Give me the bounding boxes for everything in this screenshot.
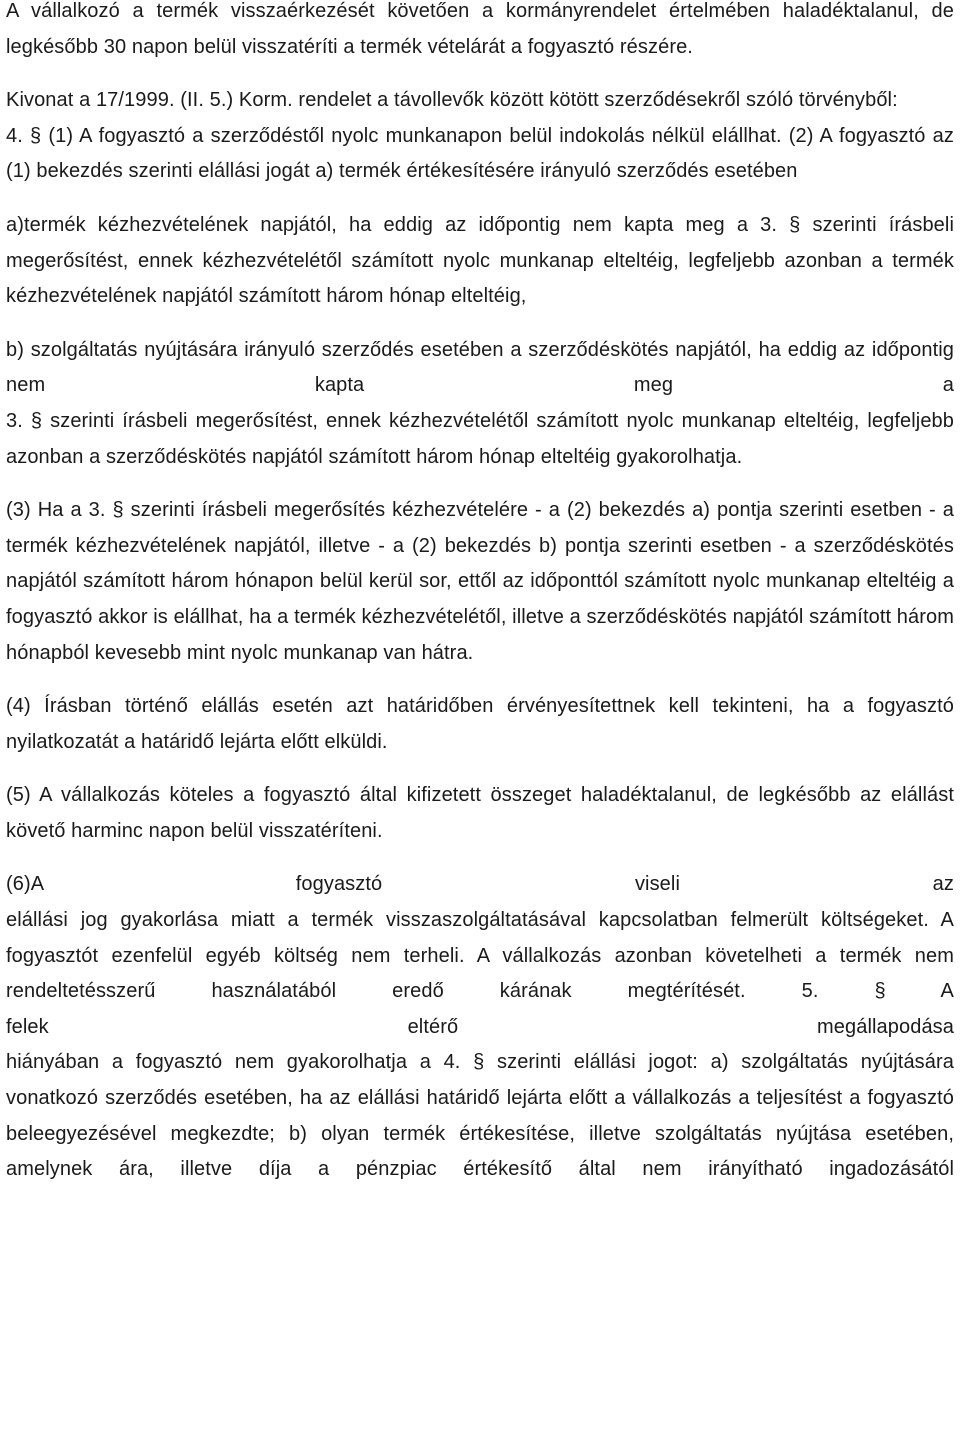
paragraph-section-5-agreement: felek eltérő megállapodása xyxy=(6,1015,954,1038)
paragraph-point-b-service: b) szolgáltatás nyújtására irányuló szerződés esetében a szerződéskötés napjától, ha eddig az időpontig nem kapta meg a xyxy=(6,338,954,397)
paragraph-subsection-4: (4) Írásban történő elállás esetén azt határidőben érvényesítettnek kell tekinteni, ha a fogyasztó nyilatkozatát a határidő lejárta előtt elküldi. xyxy=(6,695,954,753)
paragraph-subsection-3-continued: termék kézhezvételének napjától, illetve - a (2) bekezdés b) pontja szerinti esetben - a szerződéskötés napjától számított három hónapon belül kerül sor, ettől az időponttól számított nyolc munkanap elteltéig a fogyasztó akkor is elállhat, ha a termék kézhezvételétől, illetve a szerződéskötés napjától számított három hónapból kevesebb mint nyolc munkanap van hátra. xyxy=(6,534,954,664)
document-page xyxy=(6,0,954,1188)
paragraph-subsection-6: (6)A fogyasztó viseli az xyxy=(6,873,954,896)
paragraph-point-b-continued: 3. § szerinti írásbeli megerősítést, ennek kézhezvételétől számított nyolc munkanap elteltéig, legfeljebb azonban a szerződéskötés napjától számított három hónap elteltéig gyakorolhatja. xyxy=(6,409,954,468)
paragraph-subsection-6-continued: elállási jog gyakorlása miatt a termék visszaszolgáltatásával kapcsolatban felmerült költségeket. A fogyasztót ezenfelül egyéb költség nem terheli. A vállalkozás azonban követelheti a termék nem rendeltetésszerű használatából eredő kárának megtérítését. 5. § A xyxy=(6,909,954,1003)
paragraph-refund-intro: A vállalkozó a termék visszaérkezését követően a kormányrendelet értelmében haladéktalanul, de legkésőbb 30 napon belül visszatéríti a termék vételárát a fogyasztó részére. xyxy=(6,0,954,58)
paragraph-section-4-withdrawal: 4. § (1) A fogyasztó a szerződéstől nyolc munkanapon belül indokolás nélkül elállhat. (2) A fogyasztó az (1) bekezdés szerinti elállási jogát a) termék értékesítésére irányuló szerződés esetében xyxy=(6,124,954,183)
paragraph-section-5-exceptions: hiányában a fogyasztó nem gyakorolhatja a 4. § szerinti elállási jogot: a) szolgáltatás nyújtására vonatkozó szerződés esetében, ha az elállási határidő lejárta előtt a vállalkozás a teljesítést a fogyasztó beleegyezésével megkezdte; b) olyan termék értékesítése, illetve szolgáltatás nyújtása esetében, amelynek ára, illetve díja a pénzpiac értékesítő által nem irányítható ingadozásától xyxy=(6,1051,954,1181)
paragraph-point-a-product: a)termék kézhezvételének napjától, ha eddig az időpontig nem kapta meg a 3. § szerinti írásbeli megerősítést, ennek kézhezvételétől számított nyolc munkanap elteltéig, legfeljebb azonban a termék kézhezvételének napjától számított három hónap elteltéig, xyxy=(6,213,954,308)
paragraph-subsection-3: (3) Ha a 3. § szerinti írásbeli megerősítés kézhezvételére - a (2) bekezdés a) pontja szerinti esetben - a xyxy=(6,499,954,522)
paragraph-subsection-5: (5) A vállalkozás köteles a fogyasztó által kifizetett összeget haladéktalanul, de legkésőbb az elállást követő harminc napon belül visszatéríteni. xyxy=(6,784,954,842)
paragraph-decree-extract-heading: Kivonat a 17/1999. (II. 5.) Korm. rendelet a távollevők között kötött szerződésekről szóló törvényből: xyxy=(6,89,898,112)
